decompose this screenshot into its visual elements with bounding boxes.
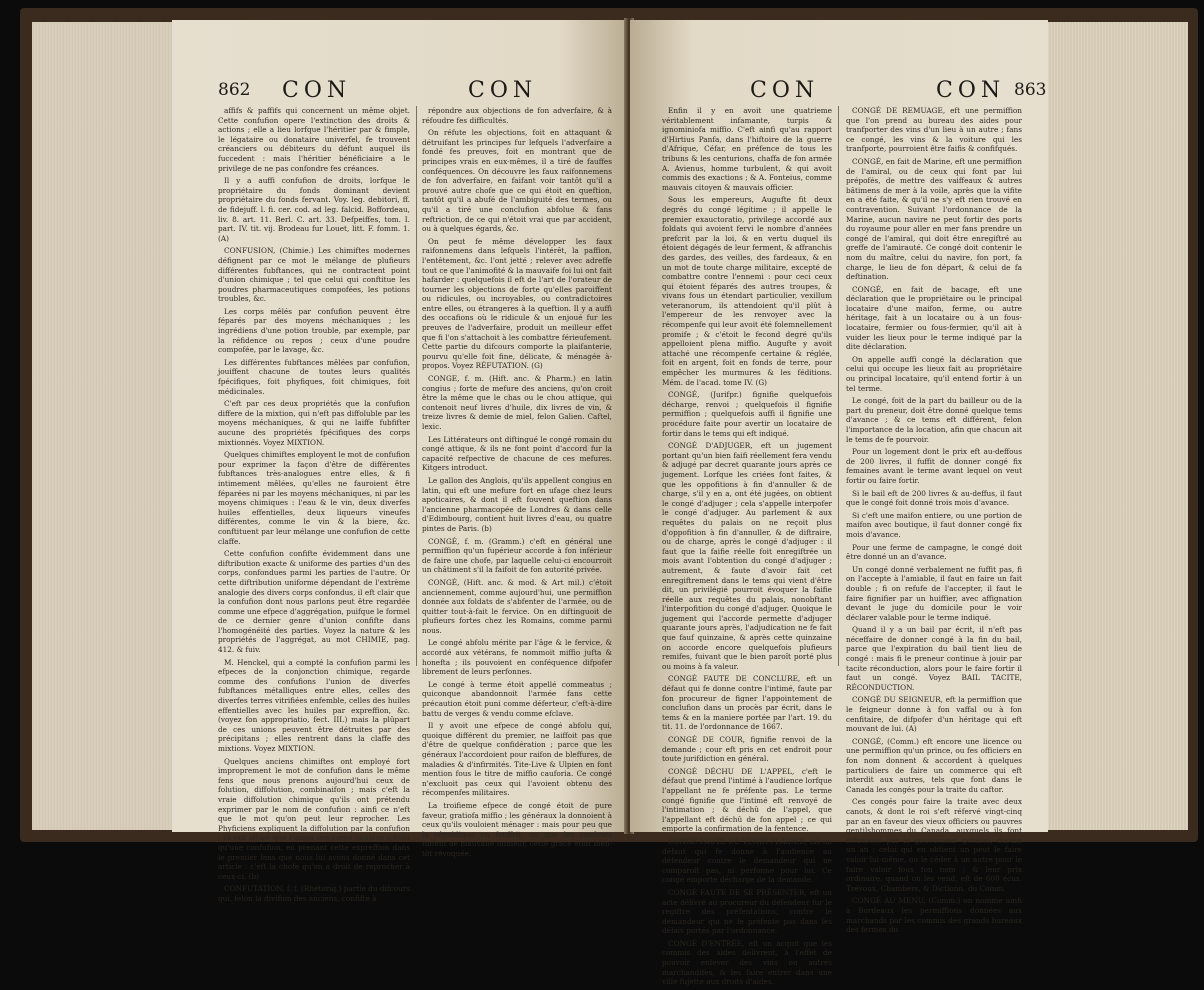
paragraph: CONGÉ D'ENTRÉE, eft un acquit que les commis des aides délivrent, à l'effet de pouvoir enlever des vins ou autres marchandifes, & les faire entrer dans une ville fujette aux droits d'aides.: [662, 938, 832, 987]
paragraph: Le congé, foit de la part du bailleur ou de la part du preneur, doit être donné quelque tems d'avance ; & ce tems eft différent, felon l'importance de la location, afin que chacun ait le tems de fe pourvoir.: [846, 396, 1022, 444]
paragraph: Quelques anciens chimiftes ont employé fort improprement le mot de confufion dans le même fens que nous prenons aujourd'hui ceux de folution, diffolution, combinaifon ; mais c'eft la vraie diffolution chimique qu'ils ont prétendu exprimer par le nom de confufion : ainfi ce n'eft que le mot qu'on peut leur reprocher. Les Phyficiens expliquent la diffolution par la confufion ; ils ont affuré que l'union des corps folubles n'étoit qu'une confufion, en prenant cette expreffion dans le premier fens que nous lui avons donné dans cet article : c'eft la chofe qu'on a droit de reprocher à ceux-ci. (b): [218, 756, 410, 881]
paragraph: Le gallon des Anglois, qu'ils appellent congius en latin, qui eft une mefure fort en ufage chez leurs apoticaires, & dont il eft fouvent queftion dans l'ancienne pharmacopée de Londres & dans celle d'Edimbourg, contient huit livres d'eau, ou quatre pintes de Paris. (b): [422, 475, 612, 533]
paragraph: Il y avoit une efpece de congé abfolu qui, quoique différent du premier, ne laiffoit pas que d'être de quelque confidération ; parce que les généraux l'accordoient pour raifon de bleffures, de maladies & d'infirmités. Tite-Live & Ulpien en font mention fous le titre de miffio cauforia. Ce congé n'excluoit pas ceux qui l'avoient obtenu des récompenfes militaires.: [422, 721, 612, 798]
left-page-header: [172, 78, 628, 108]
paragraph: Sous les empereurs, Augufte fit deux degrés du congé légitime ; il appelle le premier exauctoratio, privilege accordé aux foldats qui avoient fervi le nombre d'années prefcrit par la loi, & en vertu duquel ils étoient dégagés de leur ferment, & affranchis des gardes, des veilles, des fardeaux, & en un mot de toute charge militaire, excepté de combattre contre l'ennemi : pour ceci ceux qui étoient féparés des autres troupes, & vivans fous un étendart particulier, vexillum veteranorum, ils attendoient qu'il plût à l'empereur de les renvoyer avec la récompenfe qui leur avoit été folemnellement promife ; & c'étoit le fecond degré qu'ils appelloient plena miffio. Augufte y avoit attaché une récompenfe certaine & réglée, foit en argent, foit en fonds de terre, pour empêcher les murmures & les féditions. Mém. de l'acad. tome IV. (G): [662, 195, 832, 387]
paragraph: CONGÉ FAUTE DE SE PRÉSENTER, eft un acte délivré au procureur du défendeur fur le regiftre des préfentations, contre le demandeur qui ne fe préfente pas dans les délais portés par l'ordonnance.: [662, 887, 832, 936]
right-column-2: [846, 106, 1022, 938]
paragraph: CONFUSION, (Chimie.) Les chimiftes modernes défignent par ce mot le mélange de plufieurs différentes fubftances, qui ne contractent point d'union chimique ; tel que celui qui conftitue les poudres pharmaceutiques compofées, les potions troubles, &c.: [218, 246, 410, 304]
paragraph: CONGÉ, en fait de bacage, eft une déclaration que le propriétaire ou le principal locataire d'une maifon, ferme, ou autre héritage, fait à un locataire ou à un fous-locataire, fermier ou fous-fermier, qu'il ait à vuider les lieux pour le terme indiqué par la dite déclaration.: [846, 284, 1022, 352]
paragraph: affifs & paffifs qui concernent un même objet. Cette confufion opere l'extinction des droits & actions ; elle a lieu lorfque l'héritier par & fimple, le légataire ou donataire univerfel, fe trouvent créanciers ou débiteurs du défunt auquel ils fuccedent : mais l'héritier bénéficiaire a le privilege de ne pas confondre fes créances.: [218, 106, 410, 173]
paragraph: CONGÉ DE COUR, fignifie renvoi de la demande ; cour eft pris en cet endroit pour toute jurifdiction en général.: [662, 735, 832, 764]
paragraph: Il y a auffi confufion de droits, lorfque le propriétaire du fonds dominant devient propriétaire du fonds fervant. Voy. leg. debitori, ff. de fidejuff. l. fi. cer. cod. ad leg. falcid. Boffordeau, liv. 8. art. 11. Berl. C. art. 33. Defpeiffes, tom. I. part. IV. tit. vij. Brodeau fur Louet, litt. F. fomm. 1. (A): [218, 176, 410, 243]
paragraph: CONGÉ, (Hift. anc. & mod. & Art mil.) c'étoit anciennement, comme aujourd'hui, une permiffion donnée aux foldats de s'abfenter de l'armée, ou de quitter tout-à-fait le fervice. On en diftinguoit de plufieurs fortes chez les Romains, comme parmi nous.: [422, 577, 612, 635]
paragraph: Le congé à terme étoit appellé commeatus ; quiconque abandonnoit l'armée fans cette précaution étoit puni comme déferteur, c'eft-à-dire battu de verges & vendu comme efclave.: [422, 679, 612, 718]
paragraph: Cette confufion confifte évidemment dans une diftribution exacte & uniforme des parties d'un des corps, confondues parmi les parties de l'autre. Or cette diftribution uniforme dépendant de l'extrème analogie des divers corps confondus, il eft clair que la confufion dont nous parlons peut être regardée comme une efpece d'aggrégation, puifque le formel de ce dernier genre d'union confifte dans l'homogénéité des parties. Voyez la nature & les propriétés de l'aggrégat, au mot CHIMIE, pag. 412. & fuiv.: [218, 549, 410, 655]
paragraph: CONGÉ DÉCHU DE L'APPEL, c'eft le défaut que prend l'intimé à l'audience lorfque l'appellant ne fe préfente pas. Le terme congé fignifie que l'intimé eft renvoyé de l'intimation ; & déchû de l'appel, que l'appellant eft déchû de fon appel ; ce qui emporte la confirmation de la fentence.: [662, 766, 832, 834]
paragraph: Les Littérateurs ont diftingué le congé romain du congé attique, & ils ne font point d'accord fur la capacité refpective de chacune de ces mefures. Kitgers introduct.: [422, 434, 612, 473]
paragraph: La troifieme efpece de congé étoit de pure faveur, gratiofa miffio ; les généraux la donnoient à ceux qu'ils vouloient ménager : mais pour peu que la république en fouffrit, on que les cenfeurs fuffent de mauvaife humeur, cette grace étoit bien-tôt révoquée.: [422, 800, 612, 858]
page-edges-left: [32, 22, 172, 830]
paragraph: Quand il y a un bail par écrit, il n'eft pas néceffaire de donner congé à la fin du bail, parce que l'expiration du bail tient lieu de congé : mais fi le preneur continue à jouir par tacite réconduction, alors pour le faire fortir il faut un congé. Voyez BAIL TACITE, RÉCONDUCTION.: [846, 625, 1022, 692]
paragraph: On peut fe même développer les faux raifonnemens dans lefquels l'intérêt, la paffion, l'entêtement, &c. l'ont jetté ; relever avec adreffe tout ce que l'animofité & la mauvaife foi lui ont fait hafarder : quelquefois il eft de l'art de l'orateur de tourner les objections de forte qu'elles paroiffent ou ridicules, ou incroyables, ou contradictoires entre elles, ou étrangeres à la queftion. Il y a auffi des occafions où le ridicule & un enjoué fur les preuves de l'adverfaire, produit un meilleur effet que fi l'on s'attachoit à les combattre férieufement. Cette partie du difcours comporte la plaifanterie, pourvu qu'elle foit fine, délicate, & ménagée à-propos. Voyez RÉFUTATION. (G): [422, 236, 612, 371]
paragraph: CONGÉ AU MENU, (Comm.) on nomme ainfi à Bordeaux les permiffions données aux marchands par les commis des grands bureaux des fermes du: [846, 896, 1022, 935]
left-column-2: [422, 106, 612, 862]
paragraph: Les différentes fubftances mêlées par confufion, jouiffent chacune de toutes leurs qualités fpécifiques, foit phyfiques, foit chimiques, foit médicinales.: [218, 357, 410, 396]
paragraph: On appelle auffi congé la déclaration que celui qui occupe les lieux fait au propriétaire ou principal locataire, qu'il entend fortir à un tel terme.: [846, 354, 1022, 393]
paragraph: CONGÉ D'ADJUGER, eft un jugement portant qu'un bien faifi réellement fera vendu & adjugé par decret quarante jours après ce jugement. Lorfque les criées font faites, & que les oppofitions à fin d'annuller & de charge, s'il y en a, ont été jugées, on obtient le congé d'adjuger ; cela s'appelle interpofer le congé d'adjuger. Au parlement & aux requêtes du palais on ne reçoit plus d'oppofition à fin d'annuller, & de diftraire, ou de charge, après le congé d'adjuger : il faut que la faifie réelle foit enregiftrée un mois avant l'obtention du congé d'adjuger ; autrement, & faute d'avoir fait cet enregiftrement dans le tems qui vient d'être dit, un privilégié pourroit évoquer la faifie réelle aux requêtes du palais, nonobftant l'interpofition du congé d'adjuger. Quoique le jugement qui l'accorde permette d'adjuger quarante jours après, l'adjudication ne fe fait que fauf quinzaine, & après cette quinzaine on accorde encore quelquefois plufieurs remifes, fuivant que le bien paroît porté plus ou moins à fa valeur.: [662, 441, 832, 671]
paragraph: CONGÉ, f. m. (Gramm.) c'eft en général une permiffion qu'un fupérieur accorde à fon inférieur de faire une chofe, par laquelle celui-ci encourroit un châtiment s'il la faifoit de fon autorité privée.: [422, 536, 612, 575]
book: [20, 8, 1198, 987]
running-head: CON: [936, 78, 1006, 103]
paragraph: Pour un logement dont le prix eft au-deffous de 200 livres, il fuffit de donner congé fix femaines avant le terme avant lequel on veut fortir ou faire fortir.: [846, 447, 1022, 485]
paragraph: Enfin il y en avoit une quatrieme véritablement infamante, turpis & ignominiofa miffio. C'eft ainfi qu'au rapport d'Hirtius Panfa, dans l'hiftoire de la guerre d'Afrique, Céfar, en préfence de tous les tribuns & les centurions, chaffa de fon armée A. Avienus, homme turbulent, & qui avoit commis des exactions ; & A. Fonteius, comme mauvais citoyen & mauvais officier.: [662, 106, 832, 192]
running-head: CON: [282, 78, 352, 103]
paragraph: Si c'eft une maifon entiere, ou une portion de maifon avec boutique, il faut donner congé fix mois d'avance.: [846, 510, 1022, 539]
paragraph: Quelques chimiftes employent le mot de confufion pour exprimer la façon d'être de différentes fubftances très-analogues entre elles, & fi intimement mêlées, qu'elles ne fauroient être féparées ni par les moyens méchaniques, ni par les moyens chimiques : l'eau & le vin, deux diverfes huiles effentielles, deux liqueurs vineufes différentes, comme le vin & la biere, &c. conftituent par leur mélange une confufion de cette claffe.: [218, 450, 410, 546]
paragraph: CONGE, f. m. (Hift. anc. & Pharm.) en latin congius ; forte de mefure des anciens, qu'on croit être la même que le chas ou le chou attique, qui contenoit neuf livres d'huile, dix livres de vin, & treize livres & demie de miel, felon Galien. Caftel, lexic.: [422, 374, 612, 431]
paragraph: On réfute les objections, foit en attaquant & détruifant les principes fur lefquels l'adverfaire a fondé fes preuves, foit en montrant que de principes vrais en eux-mêmes, il a tiré de fauffes conféquences. On découvre les faux raifonnemens de fon adverfaire, en faifant voir tantôt qu'il a prouvé autre chofe que ce qui étoit en queftion, tantôt qu'il a abufé de l'ambiguité des termes, ou qu'il a tiré une conclufion abfolue & fans reftriction, de ce qui n'étoit vrai que par accident, ou à quelques égards, &c.: [422, 128, 612, 234]
paragraph: CONGÉ DE REMUAGE, eft une permiffion que l'on prend au bureau des aides pour tranfporter des vins d'un lieu à un autre ; fans ce congé, les vins & la voiture qui les tranfporte, pourroient être faifis & confifqués.: [846, 106, 1022, 154]
right-column-1: [662, 106, 832, 990]
paragraph: CONGÉ FAUTE DE CONCLURE, eft un défaut qui fe donne contre l'intimé, faute par fon procureur de figner l'appointement de conclufion dans un procès par écrit, dans le tems & en la maniere portée par l'art. 19. du tit. 11. de l'ordonnance de 1667.: [662, 674, 832, 732]
left-column-1: [218, 106, 410, 907]
page-number-left: 862: [218, 80, 251, 100]
paragraph: Pour une ferme de campagne, le congé doit être donné un an d'avance.: [846, 542, 1022, 562]
paragraph: CONFUTATION, f. f. (Rhétoriq.) partie du difcours qui, felon la divifion des anciens, confifte à: [218, 884, 410, 903]
paragraph: Les corps mêlés par confufion peuvent être féparés par des moyens méchaniques ; les ingrédiens d'une potion trouble, par exemple, par la réfidence ou repos ; ceux d'une poudre compofée, par le lavage, &c.: [218, 306, 410, 355]
paragraph: Un congé donné verbalement ne fuffit pas, fi on l'accepte à l'amiable, il faut en faire un fait double ; fi on refufe de l'accepter, il faut le faire fignifier par un huiffier, avec affignation devant le juge du domicile pour le voir déclarer valable pour le terme indiqué.: [846, 564, 1022, 622]
paragraph: Ces congés pour faire la traite avec deux canots, & dont le roi s'eft réfervé vingt-cinq par an en faveur des vieux officiers ou pauvres gentilshommes du Canada, auxquels ils font diftribués par le gouverneur général, durent un an : celui qui en obtient un peut le faire valoir lui-même, ou le céder à un autre pour le faire valoir fous fon nom ; & leur prix ordinaire, quand on les vend, eft de 600 écus. Trévoux, Chambers, & Dictionn. du Comm.: [846, 797, 1022, 893]
page-number-right: 863: [1014, 80, 1047, 100]
paragraph: CONGÉ, (Jurifpr.) fignifie quelquefois décharge, renvoi ; quelquefois il fignifie permiffion ; quelquefois auffi il fignifie une procédure faite pour avertir un locataire de fortir dans le tems qui eft indiqué.: [662, 390, 832, 438]
running-head: CON: [468, 78, 538, 103]
paragraph: Le congé abfolu mérite par l'âge & le fervice, & accordé aux vétérans, fe nommoit miffio jufta & honefta ; ils pouvoient en conféquence difpofer librement de leurs perfonnes.: [422, 638, 612, 677]
right-page-header: [630, 78, 1048, 108]
column-divider: [416, 106, 417, 666]
running-head: CON: [750, 78, 820, 103]
column-divider: [838, 106, 839, 666]
paragraph: répondre aux objections de fon adverfaire, & à réfoudre fes difficultés.: [422, 106, 612, 125]
left-page: [172, 20, 628, 903]
page-edges-right: [1048, 22, 1188, 830]
paragraph: CONGÉ FAUTE DE VENIR PLAIDER, eft un défaut qui fe donne à l'audience au défendeur contre le demandeur qui ne comparoît pas, ni perfonne pour lui. Ce congé emporte décharge de la demande.: [662, 836, 832, 885]
paragraph: Si le bail eft de 200 livres & au-deffus, il faut que le congé foit donné trois mois d'avance.: [846, 488, 1022, 508]
paragraph: C'eft par ces deux propriétés que la confufion differe de la mixtion, qui n'eft pas diffoluble par les moyens méchaniques, & qui ne laiffe fubfifter aucune des propriétés fpécifiques des corps mixtionnés. Voyez MIXTION.: [218, 399, 410, 447]
right-page: [630, 20, 1048, 987]
paragraph: CONGÉ DU SEIGNEUR, eft la permiffion que le feigneur donne à fon vaffal ou à fon cenfitaire, de difpofer d'un héritage qui eft mouvant de lui. (A): [846, 695, 1022, 734]
paragraph: M. Henckel, qui a compté la confufion parmi les efpeces de la conjonction chimique, regarde comme des confufions l'union de diverfes fubftances métalliques entre elles, celles des diverfes terres vitrifiées enfemble, celles des huiles effentielles avec les huiles par expreffion, &c. (voyez fon appropriatio, fect. III.) mais la plûpart de ces unions peuvent être détruites par des précipitans ; elles rentrent dans la claffe des mixtions. Voyez MIXTION.: [218, 657, 410, 753]
paragraph: CONGÉ, (Comm.) eft encore une licence ou une permiffion qu'un prince, ou fes officiers en fon nom donnent & accordent à quelques particuliers de faire un commerce qui eft interdit aux autres, tels que font dans le Canada les congés pour la traite du caftor.: [846, 736, 1022, 794]
paragraph: CONGÉ, en fait de Marine, eft une permiffion de l'amiral, ou de ceux qui font par lui prépofés, de mettre des vaiffeaux & autres bâtimens de mer à la voile, après que la vifite en a été faite, & qu'il ne s'y eft rien trouvé en contravention. Suivant l'ordonnance de la Marine, aucun navire ne peut fortir des ports du royaume pour aller en mer fans prendre un congé de l'amiral, qui doit être enregiftré au greffe de l'amirauté. Ce congé doit contenir le nom du maître, celui du navire, fon port, fa charge, le lieu de fon départ, & celui de fa deftination.: [846, 156, 1022, 282]
